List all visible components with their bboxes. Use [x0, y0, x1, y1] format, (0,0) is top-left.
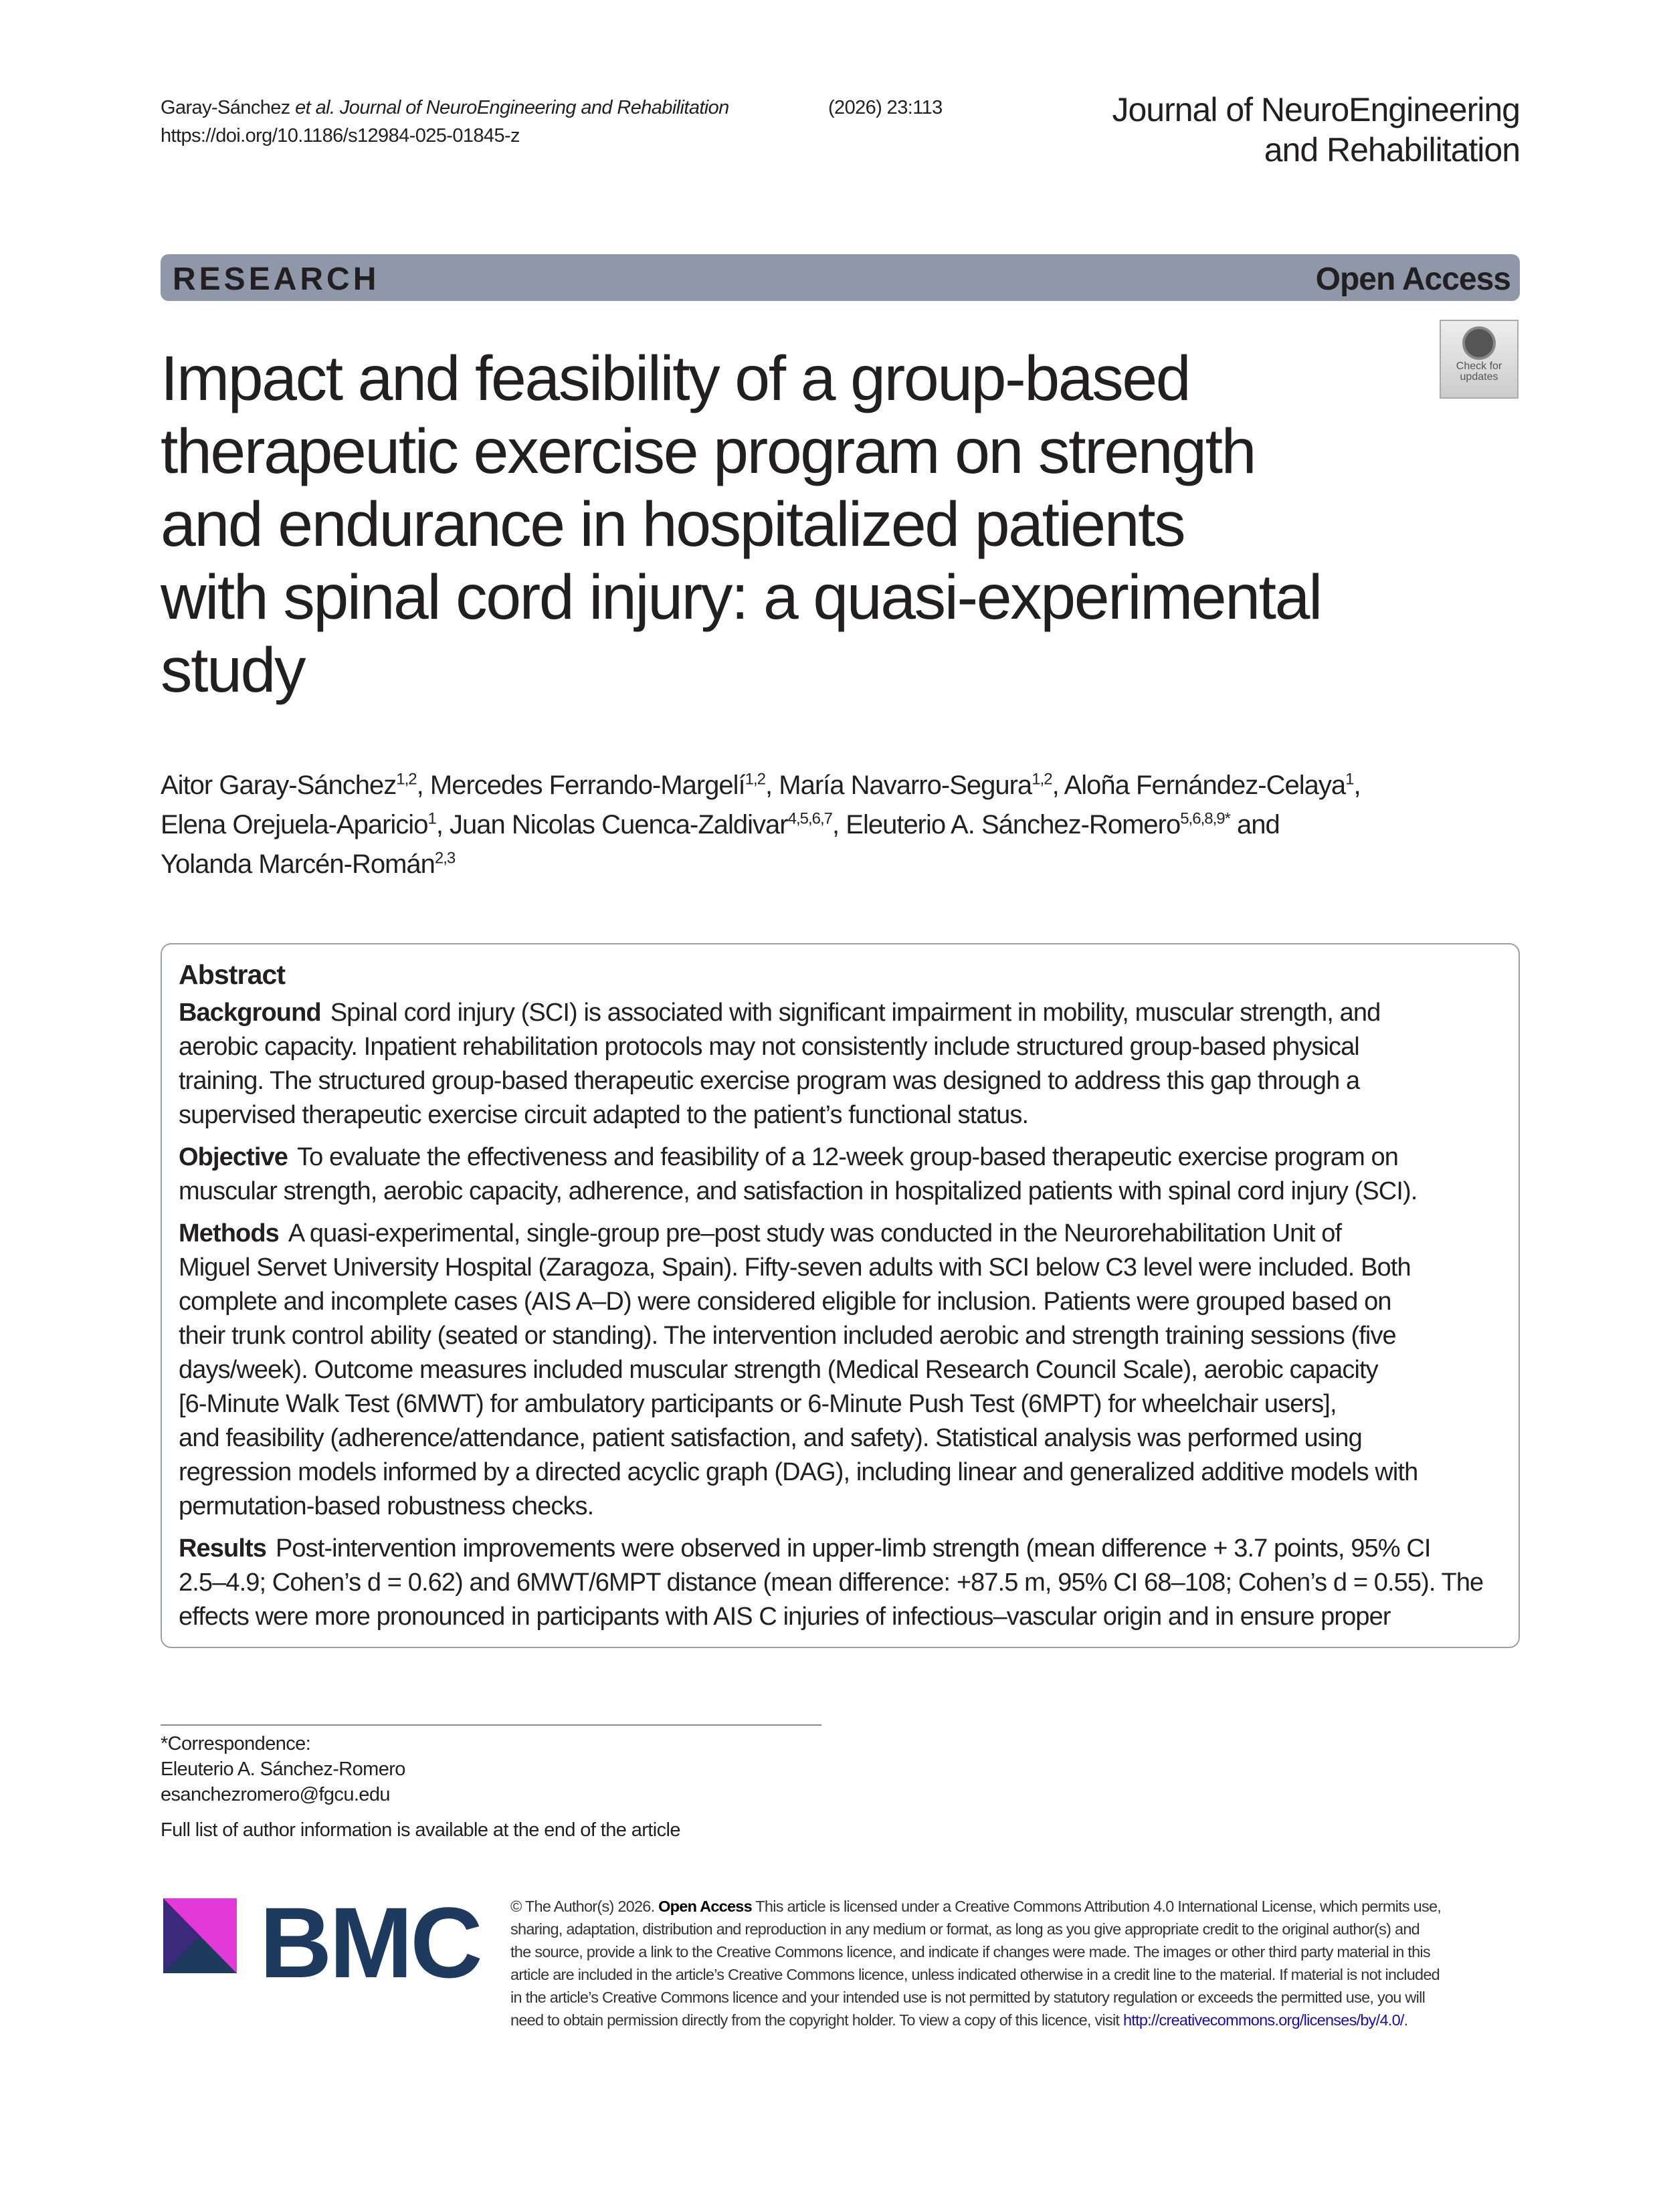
author-affiliation: 1	[427, 809, 436, 828]
author-info-note: Full list of author information is available at the end of the article	[161, 1819, 680, 1841]
journal-title-line: and Rehabilitation	[1264, 131, 1520, 169]
author-line	[161, 845, 1361, 884]
author-name: Yolanda Marcén-Román	[161, 849, 435, 879]
license-text-line: the source, provide a link to the Creative Commons licence, and indicate if changes were made. The images or other third party material in this	[510, 1943, 1430, 1960]
license-text-line: sharing, adaptation, distribution and reproduction in any medium or format, as long as you give appropriate credit to the original author(s) and	[510, 1920, 1420, 1938]
abstract-line	[179, 1455, 1483, 1490]
abstract-line	[179, 1064, 1483, 1098]
abstract-text: and feasibility (adherence/attendance, patient satisfaction, and safety). Statistical analysis was performed using	[179, 1424, 1362, 1452]
journal-title	[1112, 90, 1520, 170]
abstract-line	[179, 1251, 1483, 1285]
author-separator: ,	[416, 771, 430, 800]
license-text	[510, 1895, 1441, 2031]
abstract-section-label: Objective	[179, 1143, 288, 1171]
title-line: and endurance in hospitalized patients	[161, 489, 1185, 560]
abstract-line	[179, 1030, 1483, 1064]
abstract-section-label: Results	[179, 1534, 266, 1563]
abstract-line	[179, 1319, 1483, 1353]
bmc-logo-text: BMC	[260, 1886, 480, 1999]
citation-year: (2026) 23:113	[828, 97, 943, 118]
crossmark-icon	[1462, 326, 1496, 360]
abstract	[179, 958, 1483, 1642]
correspondence	[161, 1731, 405, 1807]
title-line: with spinal cord injury: a quasi-experimental	[161, 562, 1321, 633]
abstract-line	[179, 1353, 1483, 1387]
abstract-section	[179, 1140, 1483, 1209]
license-line	[510, 1986, 1441, 2009]
abstract-line	[179, 1140, 1483, 1175]
author-separator: ,	[832, 810, 846, 839]
abstract-line	[179, 1098, 1483, 1132]
author-name: Mercedes Ferrando-Margelí	[429, 771, 745, 800]
doi-link[interactable]: https://doi.org/10.1186/s12984-025-01845-z	[161, 125, 520, 146]
abstract-line	[179, 1600, 1483, 1634]
title-line: study	[161, 635, 305, 706]
abstract-text: A quasi-experimental, single-group pre–post study was conducted in the Neurorehabilitation Unit of	[288, 1219, 1342, 1247]
author-affiliation: 2,3	[434, 849, 456, 868]
abstract-line	[179, 1421, 1483, 1455]
abstract-text: Miguel Servet University Hospital (Zaragoza, Spain). Fifty-seven adults with SCI below C3 level were included. Both	[179, 1253, 1411, 1282]
abstract-text: Spinal cord injury (SCI) is associated with significant impairment in mobility, muscular strength, and	[330, 999, 1381, 1027]
article-title	[161, 342, 1321, 707]
abstract-text: permutation-based robustness checks.	[179, 1492, 594, 1520]
license-suffix: .	[1403, 2011, 1408, 2029]
license-text-line: in the article’s Creative Commons licence and your intended use is not permitted by statutory regulation or exceeds the permitted use, you will	[510, 1989, 1426, 2006]
author-affiliation: 4,5,6,7	[787, 809, 833, 828]
check-updates-text: Check for	[1456, 361, 1502, 372]
abstract-text: To evaluate the effectiveness and feasibility of a 12-week group-based therapeutic exercise program on	[296, 1143, 1398, 1171]
author-affiliation: 1	[1345, 770, 1354, 789]
abstract-text: regression models informed by a directed acyclic graph (DAG), including linear and generalized additive models with	[179, 1458, 1418, 1486]
check-for-updates-button[interactable]	[1440, 320, 1519, 399]
correspondence-name: Eleuterio A. Sánchez-Romero	[161, 1758, 405, 1780]
author-name: Aloña Fernández-Celaya	[1064, 771, 1346, 800]
abstract-text: aerobic capacity. Inpatient rehabilitation protocols may not consistently include structured group-based physical	[179, 1033, 1359, 1061]
abstract-text: training. The structured group-based therapeutic exercise program was designed to address this gap through a	[179, 1067, 1360, 1095]
abstract-line	[179, 1285, 1483, 1319]
citation-etal: et al.	[295, 97, 335, 118]
article-type: RESEARCH	[173, 262, 380, 297]
title-line: therapeutic exercise program on strength	[161, 416, 1256, 487]
article-type-banner	[161, 254, 1520, 301]
license-link[interactable]: http://creativecommons.org/licenses/by/4.0/	[1123, 2011, 1404, 2029]
abstract-section	[179, 1217, 1483, 1524]
journal-title-line: Journal of NeuroEngineering	[1112, 91, 1520, 128]
abstract-line	[179, 1490, 1483, 1524]
author-separator: ,	[765, 771, 779, 800]
abstract-text: supervised therapeutic exercise circuit adapted to the patient’s functional status.	[179, 1101, 1029, 1129]
license-line	[510, 1963, 1441, 1986]
abstract-line	[179, 1387, 1483, 1421]
title-line: Impact and feasibility of a group-based	[161, 343, 1190, 414]
abstract-section-label: Background	[179, 999, 321, 1027]
correspondence-email[interactable]: esanchezromero@fgcu.edu	[161, 1784, 390, 1805]
abstract-text: Post-intervention improvements were observed in upper-limb strength (mean difference + 3.7 points, 95% CI	[275, 1534, 1431, 1563]
author-list	[161, 766, 1361, 884]
license-text-line: article are included in the article’s Creative Commons licence, unless indicated otherwise in a credit line to the material. If material is not included	[510, 1966, 1440, 1983]
check-updates-text: updates	[1460, 371, 1498, 383]
abstract-text: [6-Minute Walk Test (6MWT) for ambulatory participants or 6-Minute Push Test (6MPT) for wheelchair users],	[179, 1390, 1337, 1418]
license-line	[510, 2009, 1441, 2031]
author-separator: ,	[1353, 771, 1361, 800]
author-name: Eleuterio A. Sánchez-Romero	[846, 810, 1181, 839]
author-separator: ,	[1052, 771, 1064, 800]
abstract-text: their trunk control ability (seated or standing). The intervention included aerobic and strength training sessions (five	[179, 1322, 1396, 1350]
correspondence-label: *Correspondence:	[161, 1733, 311, 1754]
author-name: María Navarro-Segura	[779, 771, 1032, 800]
abstract-text: effects were more pronounced in participants with AIS C injuries of infectious–vascular origin and in ensure proper	[179, 1603, 1391, 1631]
abstract-line	[179, 1566, 1483, 1600]
abstract-text: 2.5–4.9; Cohen’s d = 0.62) and 6MWT/6MPT distance (mean difference: +87.5 m, 95% CI 68–108; Cohen’s d = 0.55). The	[179, 1569, 1484, 1597]
author-affiliation: 5,6,8,9*	[1180, 809, 1230, 828]
license-line	[510, 1940, 1441, 1963]
license-line	[510, 1895, 1441, 1918]
citation-authors: Garay-Sánchez	[161, 97, 296, 118]
abstract-section-label: Methods	[179, 1219, 279, 1247]
license-text-line: need to obtain permission directly from the copyright holder. To view a copy of this licence, visit	[510, 2011, 1123, 2029]
author-affiliation: 1,2	[396, 770, 417, 789]
author-separator: and	[1230, 810, 1280, 839]
citation-journal: Journal of NeuroEngineering and Rehabilitation	[334, 97, 729, 118]
abstract-heading: Abstract	[179, 959, 286, 990]
author-affiliation: 1,2	[1032, 770, 1052, 789]
abstract-text: days/week). Outcome measures included muscular strength (Medical Research Council Scale), aerobic capacity	[179, 1356, 1378, 1384]
author-line	[161, 805, 1361, 845]
abstract-line	[179, 996, 1483, 1030]
abstract-section	[179, 996, 1483, 1132]
license-line	[510, 1918, 1441, 1940]
license-text-line: This article is licensed under a Creative Commons Attribution 4.0 International License, which permits use,	[751, 1898, 1442, 1915]
abstract-line	[179, 1532, 1483, 1566]
open-access-label: Open Access	[1315, 262, 1510, 297]
author-name: Juan Nicolas Cuenca-Zaldivar	[450, 810, 788, 839]
citation-header	[161, 94, 729, 150]
abstract-text: muscular strength, aerobic capacity, adherence, and satisfaction in hospitalized patients with spinal cord injury (SCI).	[179, 1177, 1418, 1205]
author-name: Aitor Garay-Sánchez	[161, 771, 397, 800]
license-prefix: © The Author(s) 2026.	[510, 1898, 659, 1915]
author-separator: ,	[435, 810, 450, 839]
abstract-section	[179, 1532, 1483, 1634]
bmc-logo-icon	[163, 1898, 237, 1973]
author-line	[161, 766, 1361, 805]
abstract-text: complete and incomplete cases (AIS A–D) were considered eligible for inclusion. Patients were grouped based on	[179, 1288, 1391, 1316]
license-open-access: Open Access	[658, 1898, 752, 1915]
author-name: Elena Orejuela-Aparicio	[161, 810, 428, 839]
abstract-line	[179, 1175, 1483, 1209]
author-affiliation: 1,2	[745, 770, 766, 789]
footnote-divider	[161, 1724, 821, 1726]
abstract-line	[179, 1217, 1483, 1251]
